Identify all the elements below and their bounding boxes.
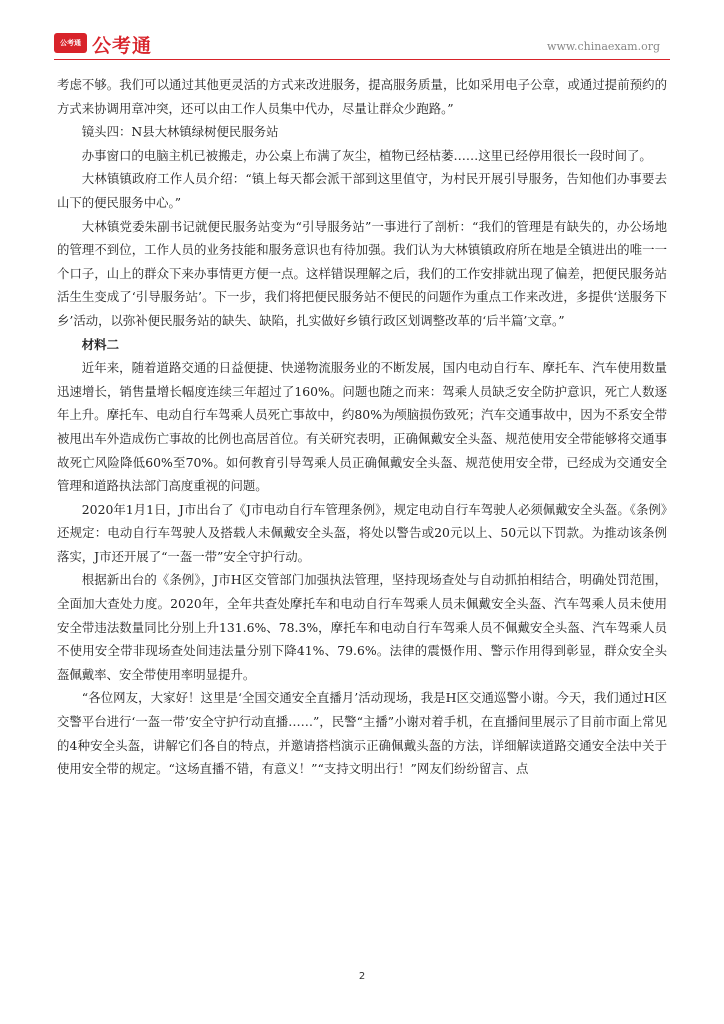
paragraph: 近年来，随着道路交通的日益便捷、快递物流服务业的不断发展，国内电动自行车、摩托车、汽车使用数量迅速增长，销售量增长幅度连续三年超过了160%。问题也随之而来：驾乘人员缺乏安全防护意识，死亡人数逐年上升。摩托车、电动自行车驾乘人员死亡事故中，约80%为颅脑损伤致死；汽车交通事故中，因为不系安全带被甩出车外造成伤亡事故的比例也高居首位。有关研究表明，正确佩戴安全头盔、规范使用安全带能够将交通事故死亡风险降低60%至70%。如何教育引导驾乘人员正确佩戴安全头盔、规范使用安全带，已经成为交通安全管理和道路执法部门高度重视的问题。 (57, 360, 667, 494)
paragraph: 大林镇镇政府工作人员介绍：“镇上每天都会派干部到这里值守，为村民开展引导服务，告知他们办事要去山下的便民服务中心。” (57, 171, 667, 210)
page-header (0, 0, 724, 62)
logo-text: 公考通 (92, 35, 153, 57)
paragraph: 办事窗口的电脑主机已被搬走，办公桌上布满了灰尘，植物已经枯萎……这里已经停用很长一段时间了。 (81, 147, 652, 163)
logo-badge: 公考通 (54, 33, 87, 53)
paragraph-continuation: 考虑不够。我们可以通过其他更灵活的方式来改进服务，提高服务质量，比如采用电子公章，或通过提前预约的方式来协调用章冲突，还可以由工作人员集中代办，尽量让群众少跑路。” (57, 77, 667, 116)
site-url[interactable]: www.chinaexam.org (547, 40, 660, 53)
header-divider (54, 59, 670, 60)
paragraph: 大林镇党委朱副书记就便民服务站变为“引导服务站”一事进行了剖析：“我们的管理是有缺失的，办公场地的管理不到位，工作人员的业务技能和服务意识也有待加强。我们认为大林镇镇政府所在地是全镇进出的唯一一个口子，山上的群众下来办事情更方便一点。这样错误理解之后，我们的工作安排就出现了偏差，把便民服务站活生生变成了‘引导服务站’。下一步，我们将把便民服务站不便民的问题作为重点工作来改进，多提供‘送服务下乡’活动，以弥补便民服务站的缺失、缺陷，扎实做好乡镇行政区划调整改革的‘后半篇’文章。” (57, 218, 667, 328)
paragraph: “各位网友，大家好！这里是‘全国交通安全直播月’活动现场，我是H区交通巡警小谢。今天，我们通过H区交警平台进行‘一盔一带’安全守护行动直播……”，民警“主播”小谢对着手机，在直播间里展示了目前市面上常见的4种安全头盔，讲解它们各自的特点，并邀请搭档演示正确佩戴头盔的方法，详细解读道路交通安全法中关于使用安全带的规定。“这场直播不错，有意义！”“支持文明出行！”网友们纷纷留言、点 (57, 690, 667, 777)
document-body (57, 73, 667, 781)
scene-four-title: 镜头四：N县大林镇绿树便民服务站 (81, 124, 279, 140)
paragraph: 2020年1月1日，J市出台了《J市电动自行车管理条例》，规定电动自行车驾驶人必须佩戴安全头盔。《条例》还规定：电动自行车驾驶人及搭载人未佩戴安全头盔，将处以警告或20元以上、50元以下罚款。为推动该条例落实，J市还开展了“一盔一带”安全守护行动。 (57, 501, 667, 564)
material-two-heading: 材料二 (81, 336, 119, 352)
paragraph: 根据新出台的《条例》，J市H区交管部门加强执法管理，坚持现场查处与自动抓拍相结合，明确处罚范围，全面加大查处力度。2020年，全年共查处摩托车和电动自行车驾乘人员未佩戴安全头盔、汽车驾乘人员未使用安全带违法数量同比分别上升131.6%、78.3%，摩托车和电动自行车驾乘人员不佩戴安全头盔、汽车驾乘人员不使用安全带非现场查处间违法量分别下降41%、79.6%。法律的震慑作用、警示作用得到彰显，群众安全头盔佩戴率、安全带使用率明显提升。 (57, 572, 667, 682)
page-number: 2 (358, 971, 366, 982)
